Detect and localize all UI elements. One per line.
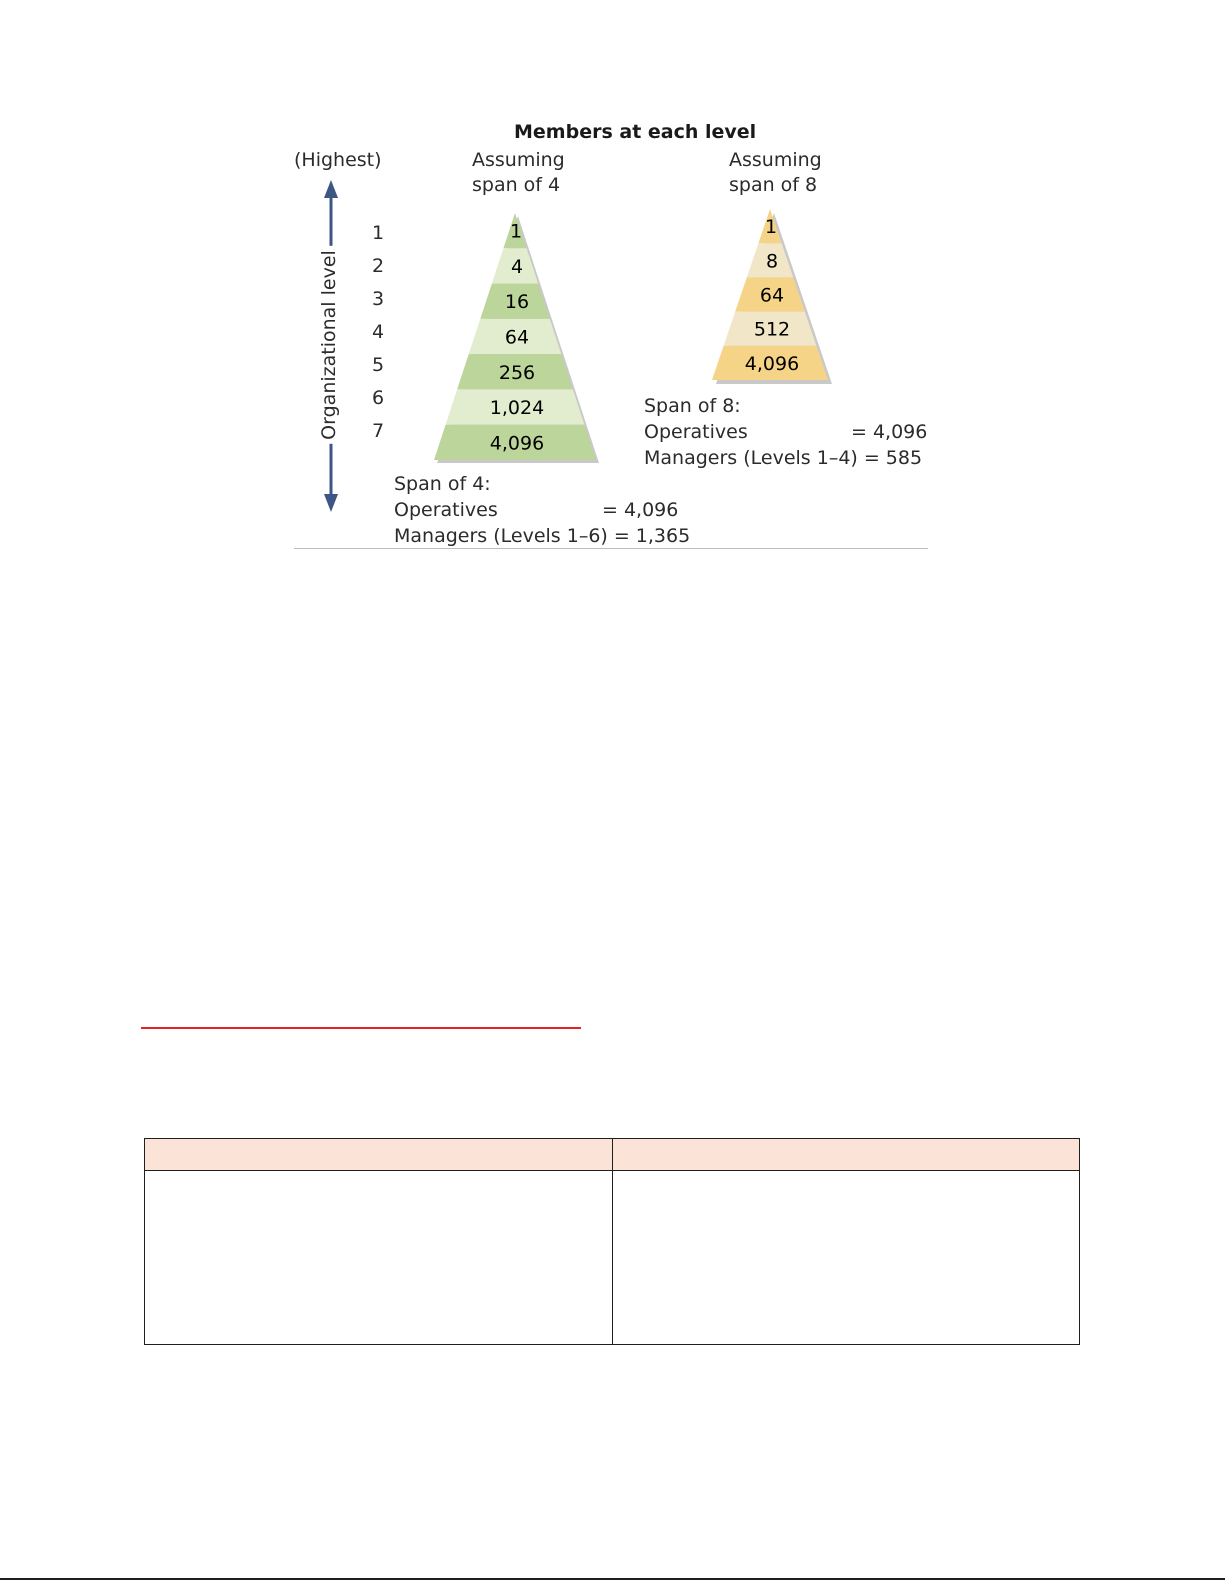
operatives-label: Operatives bbox=[644, 421, 748, 443]
managers-value: = 585 bbox=[863, 447, 923, 469]
tier-value: 64 bbox=[759, 284, 785, 307]
document-table bbox=[144, 1138, 1080, 1345]
level-number: 2 bbox=[371, 255, 385, 277]
table-cell bbox=[145, 1171, 613, 1345]
table-header-row bbox=[145, 1139, 1080, 1171]
tier-value: 1,024 bbox=[489, 397, 545, 420]
operatives-value: = 4,096 bbox=[602, 499, 679, 521]
right-heading-line2: span of 8 bbox=[729, 174, 818, 196]
tier-value: 64 bbox=[504, 326, 530, 349]
figure-baseline bbox=[294, 548, 928, 549]
operatives-label: Operatives bbox=[394, 499, 498, 521]
red-underline bbox=[141, 1027, 581, 1029]
table-cell bbox=[613, 1171, 1080, 1345]
tier-value: 1 bbox=[764, 216, 778, 239]
arrow-down-icon bbox=[324, 494, 338, 512]
summary-heading: Span of 4: bbox=[394, 473, 491, 495]
tier-value: 4 bbox=[510, 255, 524, 278]
left-heading-line2: span of 4 bbox=[472, 174, 561, 196]
table-header-cell bbox=[613, 1139, 1080, 1171]
managers-label: Managers (Levels 1–4) bbox=[644, 447, 858, 469]
figure-title: Members at each level bbox=[514, 121, 757, 143]
tier-value: 512 bbox=[753, 318, 791, 341]
tier-value: 1 bbox=[509, 220, 523, 243]
managers-value: = 1,365 bbox=[613, 525, 691, 547]
tier-value: 16 bbox=[504, 291, 530, 314]
tier-value: 4,096 bbox=[744, 352, 800, 375]
summary-heading: Span of 8: bbox=[644, 395, 741, 417]
tier-value: 256 bbox=[498, 361, 536, 384]
level-number: 3 bbox=[371, 288, 385, 310]
level-number: 6 bbox=[371, 387, 385, 409]
left-heading-line1: Assuming bbox=[472, 149, 565, 171]
level-number: 4 bbox=[371, 321, 385, 343]
tier-value: 4,096 bbox=[489, 432, 545, 455]
operatives-value: = 4,096 bbox=[851, 421, 928, 443]
managers-label: Managers (Levels 1–6) bbox=[394, 525, 608, 547]
right-heading-line1: Assuming bbox=[729, 149, 822, 171]
tier-value: 8 bbox=[765, 250, 779, 273]
table-header-cell bbox=[145, 1139, 613, 1171]
axis-label: Organizational level bbox=[318, 246, 344, 444]
span-8-pyramid bbox=[700, 205, 850, 395]
table-row bbox=[145, 1171, 1080, 1345]
span-of-control-figure bbox=[0, 0, 1225, 560]
span-8-summary bbox=[644, 393, 927, 471]
level-number: 1 bbox=[371, 222, 385, 244]
page-bottom-rule bbox=[0, 1578, 1225, 1580]
level-number: 7 bbox=[371, 420, 385, 442]
level-number: 5 bbox=[371, 354, 385, 376]
span-4-pyramid bbox=[420, 205, 620, 475]
highest-label: (Highest) bbox=[294, 149, 382, 171]
span-4-summary bbox=[394, 471, 690, 549]
arrow-up-icon bbox=[324, 180, 338, 198]
